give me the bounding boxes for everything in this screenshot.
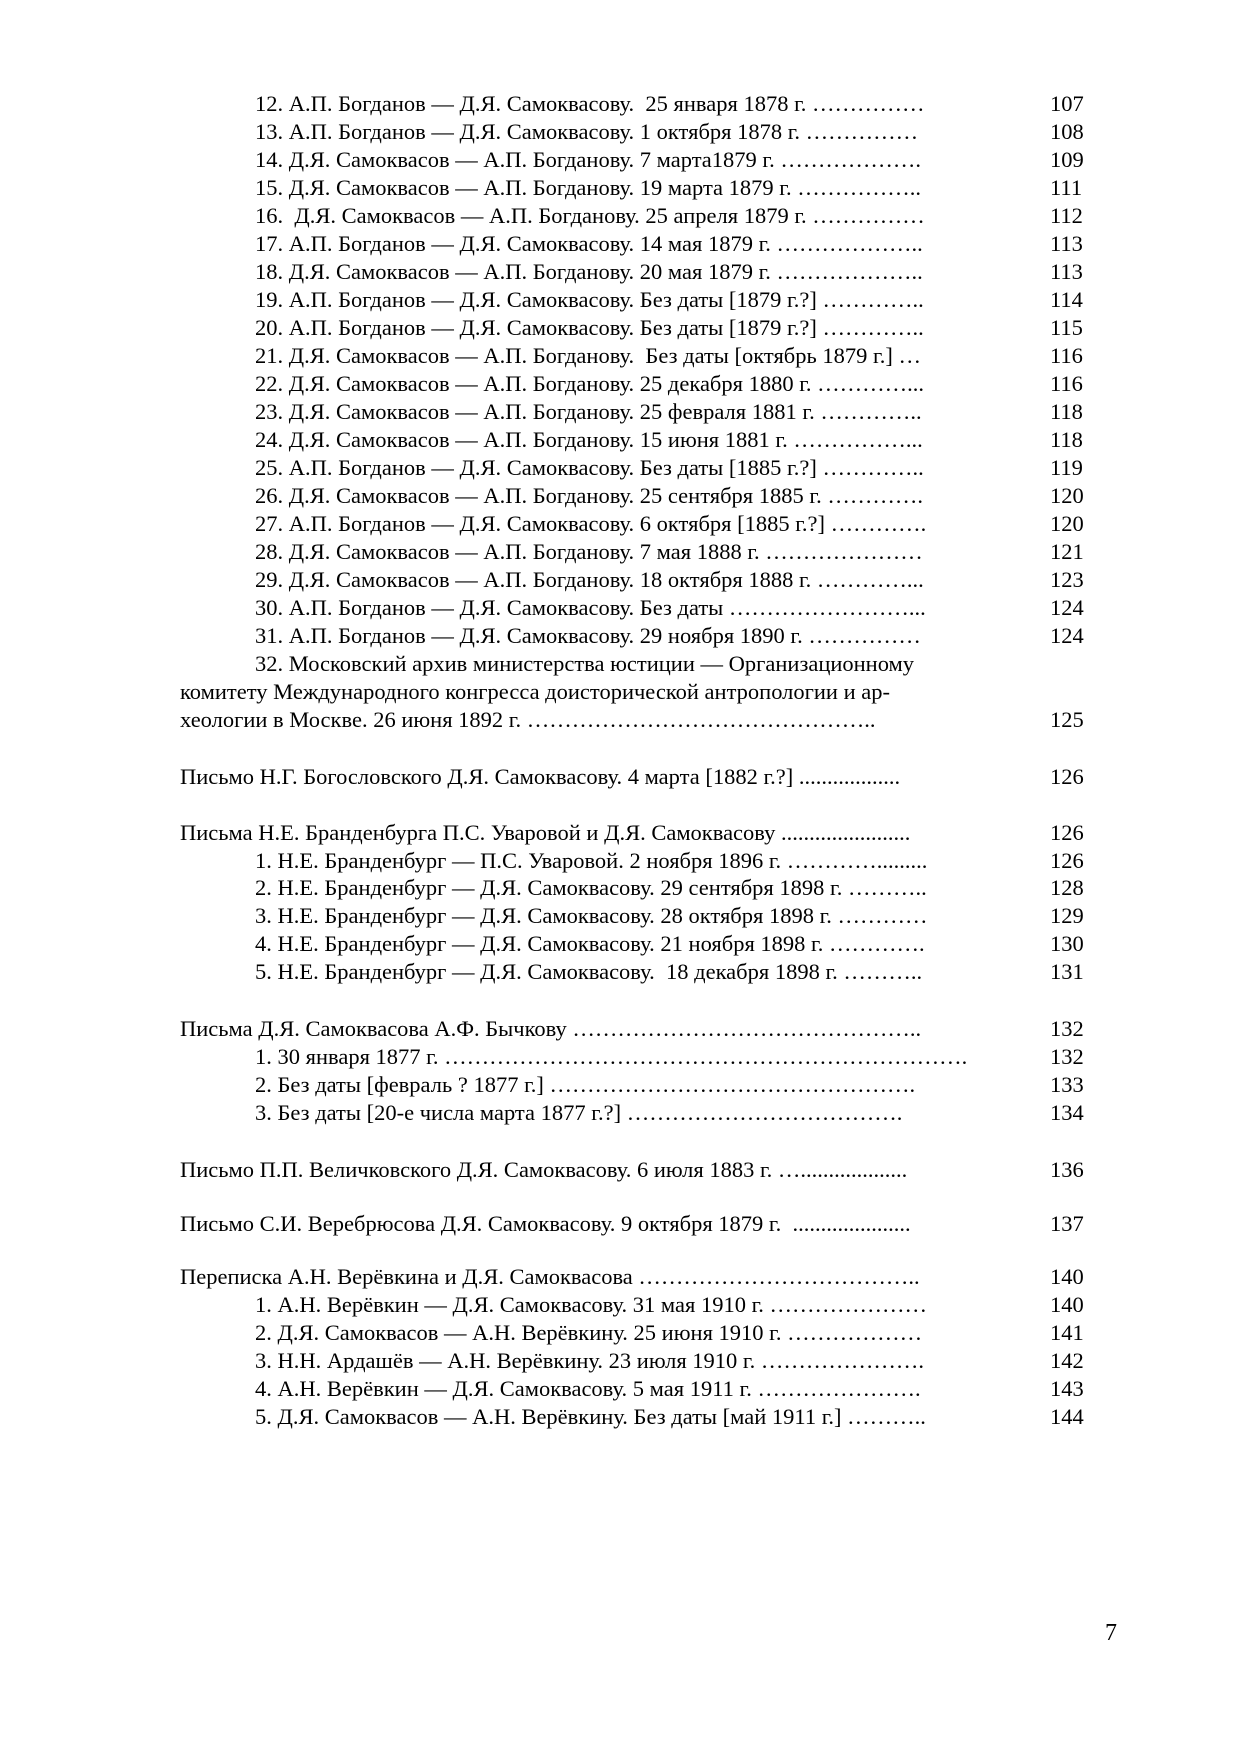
toc-entry-title: 13. А.П. Богданов — Д.Я. Самоквасову. 1 октября 1878 г. …………… <box>255 119 919 144</box>
toc-entry-title: хеологии в Москве. 26 июня 1892 г. ……………………………………….. <box>180 707 876 732</box>
toc-entry-title: 1. Н.Е. Бранденбург — П.С. Уваровой. 2 ноября 1896 г. …………......... <box>255 848 928 873</box>
toc-entry-page: 112 <box>1050 203 1083 228</box>
toc-entry-title: 12. А.П. Богданов — Д.Я. Самоквасову. 25 января 1878 г. …………… <box>255 91 925 116</box>
toc-entry-page: 118 <box>1050 399 1083 424</box>
toc-entry-page: 137 <box>1050 1211 1084 1236</box>
toc-entry-page: 132 <box>1050 1016 1084 1041</box>
toc-entry-title: 27. А.П. Богданов — Д.Я. Самоквасову. 6 октября [1885 г.?] …………. <box>255 511 927 536</box>
toc-entry-page: 133 <box>1050 1072 1084 1097</box>
toc-entry-title: 4. А.Н. Верёвкин — Д.Я. Самоквасову. 5 мая 1911 г. …………………. <box>255 1376 921 1401</box>
toc-entry-title: Письмо Н.Г. Богословского Д.Я. Самоквасову. 4 марта [1882 г.?] .................. <box>180 764 901 789</box>
toc-entry-title: Письмо П.П. Величковского Д.Я. Самоквасову. 6 июля 1883 г. …................... <box>180 1157 908 1182</box>
toc-entry-title: 2. Н.Е. Бранденбург — Д.Я. Самоквасову. 29 сентября 1898 г. ……….. <box>255 875 927 900</box>
toc-entry-title: 1. А.Н. Верёвкин — Д.Я. Самоквасову. 31 мая 1910 г. ………………… <box>255 1292 928 1317</box>
toc-entry-page: 113 <box>1050 259 1083 284</box>
toc-entry-title: Письма Д.Я. Самоквасова А.Ф. Бычкову ……………………………………….. <box>180 1016 922 1041</box>
toc-entry-title: 20. А.П. Богданов — Д.Я. Самоквасову. Без даты [1879 г.?] ………….. <box>255 315 924 340</box>
toc-entry-page: 126 <box>1050 764 1084 789</box>
toc-entry-title: 31. А.П. Богданов — Д.Я. Самоквасову. 29 ноября 1890 г. …………… <box>255 623 921 648</box>
toc-entry-page: 129 <box>1050 903 1084 928</box>
toc-entry-title: 26. Д.Я. Самоквасов — А.П. Богданову. 25 сентября 1885 г. …………. <box>255 483 923 508</box>
toc-entry-page: 136 <box>1050 1157 1084 1182</box>
toc-entry-title: 2. Д.Я. Самоквасов — А.Н. Верёвкину. 25 июня 1910 г. ……………… <box>255 1320 923 1345</box>
toc-entry-title: 23. Д.Я. Самоквасов — А.П. Богданову. 25 февраля 1881 г. ………….. <box>255 399 922 424</box>
toc-entry-page: 113 <box>1050 231 1083 256</box>
toc-entry-page: 114 <box>1050 287 1083 312</box>
toc-entry-title: 2. Без даты [февраль ? 1877 г.] …………………………………………. <box>255 1072 916 1097</box>
toc-entry-title: 5. Н.Е. Бранденбург — Д.Я. Самоквасову. 18 декабря 1898 г. ……….. <box>255 959 923 984</box>
page-number: 7 <box>1105 1620 1117 1646</box>
toc-entry-title: 16. Д.Я. Самоквасов — А.П. Богданову. 25 апреля 1879 г. …………… <box>255 203 925 228</box>
toc-entry-title: 5. Д.Я. Самоквасов — А.Н. Верёвкину. Без даты [май 1911 г.] ……….. <box>255 1404 926 1429</box>
toc-entry-title: 28. Д.Я. Самоквасов — А.П. Богданову. 7 мая 1888 г. ………………… <box>255 539 923 564</box>
toc-entry-page: 109 <box>1050 147 1084 172</box>
toc-entry-title: 18. Д.Я. Самоквасов — А.П. Богданову. 20 мая 1879 г. ……………….. <box>255 259 923 284</box>
toc-entry-title: 3. Без даты [20-е числа марта 1877 г.?] ………………………………. <box>255 1100 903 1125</box>
toc-entry-page: 107 <box>1050 91 1084 116</box>
toc-entry-page: 119 <box>1050 455 1083 480</box>
toc-entry-page: 126 <box>1050 848 1084 873</box>
toc-entry-page: 120 <box>1050 483 1084 508</box>
toc-entry-title: 21. Д.Я. Самоквасов — А.П. Богданову. Без даты [октябрь 1879 г.] … <box>255 343 921 368</box>
toc-entry-title: 24. Д.Я. Самоквасов — А.П. Богданову. 15 июня 1881 г. ……………... <box>255 427 923 452</box>
toc-entry-page: 124 <box>1050 595 1084 620</box>
toc-entry-title: 32. Московский архив министерства юстиции — Организационному <box>255 651 915 676</box>
toc-entry-page: 111 <box>1050 175 1083 200</box>
toc-entry-page: 115 <box>1050 315 1083 340</box>
toc-entry-title: 14. Д.Я. Самоквасов — А.П. Богданову. 7 марта1879 г. ………………. <box>255 147 921 172</box>
toc-entry-title: 3. Н.Е. Бранденбург — Д.Я. Самоквасову. 28 октября 1898 г. ………… <box>255 903 928 928</box>
toc-entry-page: 141 <box>1050 1320 1084 1345</box>
toc-entry-page: 140 <box>1050 1292 1084 1317</box>
toc-entry-title: 17. А.П. Богданов — Д.Я. Самоквасову. 14 мая 1879 г. ……………….. <box>255 231 923 256</box>
toc-entry-title: 4. Н.Е. Бранденбург — Д.Я. Самоквасову. 21 ноября 1898 г. …………. <box>255 931 925 956</box>
toc-entry-page: 124 <box>1050 623 1084 648</box>
toc-entry-title: 25. А.П. Богданов — Д.Я. Самоквасову. Без даты [1885 г.?] ………….. <box>255 455 924 480</box>
toc-entry-title: 15. Д.Я. Самоквасов — А.П. Богданову. 19 марта 1879 г. …………….. <box>255 175 921 200</box>
toc-entry-page: 126 <box>1050 820 1084 845</box>
toc-entry-title: 1. 30 января 1877 г. ……………………………………………………………. <box>255 1044 968 1069</box>
toc-entry-page: 108 <box>1050 119 1084 144</box>
toc-entry-page: 118 <box>1050 427 1083 452</box>
toc-entry-page: 121 <box>1050 539 1084 564</box>
toc-entry-page: 143 <box>1050 1376 1084 1401</box>
toc-entry-title: комитету Международного конгресса доисторической антропологии и ар- <box>180 679 890 704</box>
toc-entry-page: 120 <box>1050 511 1084 536</box>
toc-entry-title: Письма Н.Е. Бранденбурга П.С. Уваровой и Д.Я. Самоквасову ....................... <box>180 820 911 845</box>
toc-entry-title: Письмо С.И. Веребрюсова Д.Я. Самоквасову. 9 октября 1879 г. ..................... <box>180 1211 911 1236</box>
toc-entry-title: 3. Н.Н. Ардашёв — А.Н. Верёвкину. 23 июля 1910 г. …………………. <box>255 1348 924 1373</box>
toc-entry-page: 130 <box>1050 931 1084 956</box>
toc-entry-page: 125 <box>1050 707 1084 732</box>
toc-entry-page: 140 <box>1050 1264 1084 1289</box>
toc-entry-title: 22. Д.Я. Самоквасов — А.П. Богданову. 25 декабря 1880 г. …………... <box>255 371 925 396</box>
toc-entry-title: 29. Д.Я. Самоквасов — А.П. Богданову. 18 октября 1888 г. …………... <box>255 567 924 592</box>
toc-entry-page: 116 <box>1050 371 1083 396</box>
toc-entry-page: 132 <box>1050 1044 1084 1069</box>
toc-entry-title: 30. А.П. Богданов — Д.Я. Самоквасову. Без даты ……………………... <box>255 595 926 620</box>
toc-entry-page: 144 <box>1050 1404 1084 1429</box>
toc-entry-page: 134 <box>1050 1100 1084 1125</box>
toc-entry-page: 131 <box>1050 959 1084 984</box>
toc-entry-title: Переписка А.Н. Верёвкина и Д.Я. Самоквасова ……………………………….. <box>180 1264 920 1289</box>
toc-entry-page: 116 <box>1050 343 1083 368</box>
toc-entry-page: 128 <box>1050 875 1084 900</box>
toc-entry-page: 142 <box>1050 1348 1084 1373</box>
toc-entry-title: 19. А.П. Богданов — Д.Я. Самоквасову. Без даты [1879 г.?] ………….. <box>255 287 924 312</box>
toc-entry-page: 123 <box>1050 567 1084 592</box>
